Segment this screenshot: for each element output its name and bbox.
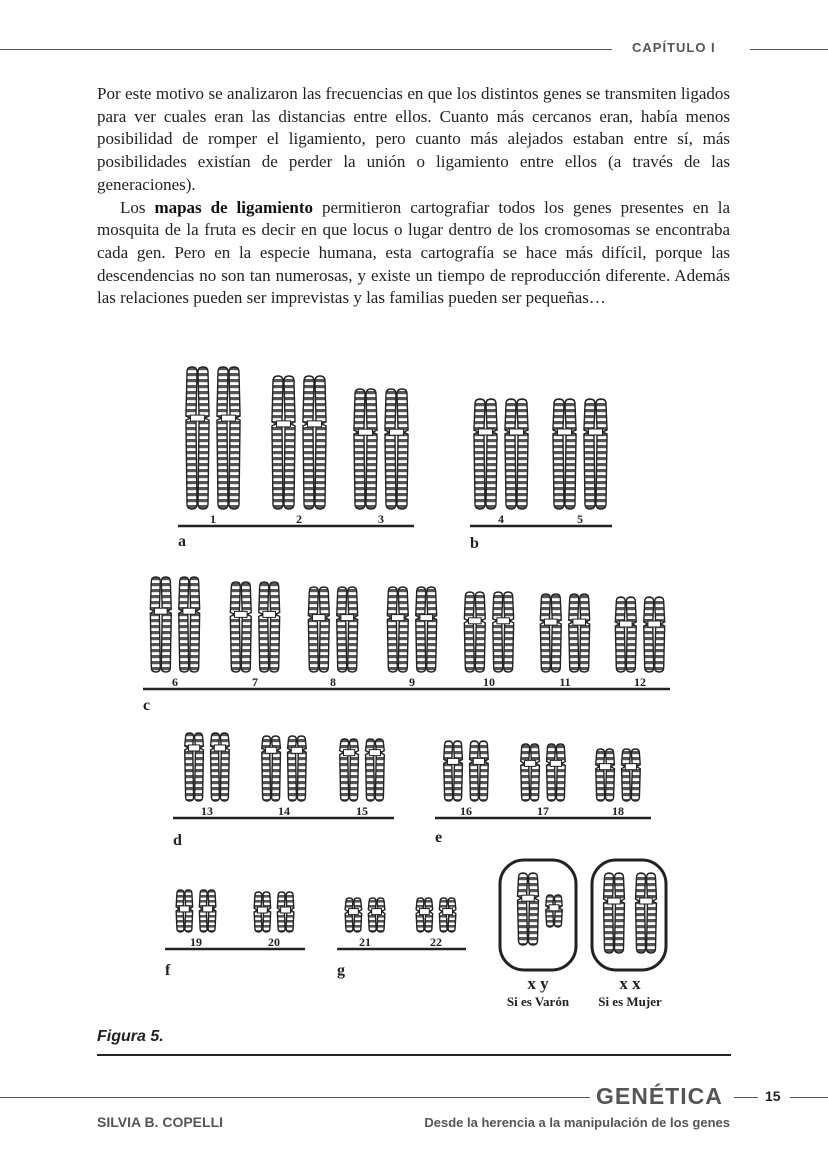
chromosome-20-b (277, 892, 293, 932)
chromosome-16-a (444, 741, 463, 801)
chromosome-group-e (435, 741, 651, 846)
pair-number-5: 5 (577, 512, 583, 526)
pair-number-3: 3 (378, 512, 384, 526)
chromosome-21-a (345, 898, 361, 932)
chromosome-7-a (230, 582, 251, 672)
chromosome-12-a (615, 597, 636, 672)
chromosome-pair-5 (553, 399, 607, 526)
chromosome-14-a (262, 736, 281, 801)
footer-rule-mid (734, 1097, 758, 1098)
pair-number-2: 2 (296, 512, 302, 526)
chromosome-pair-9 (387, 587, 436, 689)
chromosome-7-b (259, 582, 280, 672)
chromosome-3-b (385, 389, 408, 509)
chromosome-13-b (211, 733, 230, 801)
chromosome-pair-7 (230, 582, 279, 689)
female-caption: Si es Mujer (598, 994, 662, 1009)
chromosome-9-a (387, 587, 408, 672)
paragraph-2-rest: permitieron cartografiar todos los genes presentes en la mosquita de la fruta es decir en que locus o lugar dentro de los cromosomas se encontraba cada gen. Pero en la especie humana, esta cartografía se hace más difícil, porque las descendencias no son tan numerosas, y existe un tiempo de reproducción diferente. Además las relaciones pueden ser imprevistas y las familias pueden ser pequeñas… (97, 197, 731, 308)
chromosome-12-b (644, 597, 665, 672)
male-label: x y (527, 974, 549, 993)
chromosome-pair-18 (596, 749, 640, 818)
chromosome-group-f (165, 890, 305, 979)
chromosome-pair-12 (615, 597, 664, 689)
group-letter-c: c (143, 697, 151, 714)
pair-number-6: 6 (172, 675, 178, 689)
chromosome-22-b (439, 898, 455, 932)
paragraph-2-start: Los (120, 197, 155, 217)
karyotype-figure (0, 355, 828, 1020)
chromosome-14-b (288, 736, 307, 801)
group-letter-b: b (470, 535, 479, 552)
chromosome-17-a (521, 744, 540, 801)
chromosome-15-a (340, 739, 359, 801)
chromosome-19-a (176, 890, 192, 932)
chromosome-pair-21 (345, 898, 385, 949)
pair-number-19: 19 (190, 935, 202, 949)
page-number: 15 (765, 1088, 781, 1104)
chromosome-pair-8 (308, 587, 357, 689)
chromosome-6-a (150, 577, 171, 672)
pair-number-14: 14 (278, 804, 290, 818)
chromosome-pair-17 (521, 744, 565, 818)
chromosome-group-g (337, 898, 466, 979)
chromosome-13-a (185, 733, 204, 801)
footer-subtitle: Desde la herencia a la manipulación de los genes (424, 1115, 730, 1130)
chromosome-18-a (596, 749, 615, 801)
chromosome-pair-20 (254, 892, 294, 949)
chromosome-21-b (368, 898, 384, 932)
chromosome-y (546, 895, 562, 927)
chromosome-11-a (540, 594, 561, 672)
footer-book-title: GENÉTICA (596, 1083, 723, 1109)
pair-number-22: 22 (430, 935, 442, 949)
footer-rule-left (0, 1097, 590, 1098)
chromosome-pair-16 (444, 741, 488, 818)
chromosome-2-b (303, 376, 326, 509)
chromosome-pair-2 (272, 376, 326, 526)
chromosome-pair-13 (185, 733, 229, 818)
chromosome-pair-15 (340, 739, 384, 818)
chromosome-15-b (366, 739, 385, 801)
paragraph-1: Por este motivo se analizaron las frecuencias en que los distintos genes se transmiten ligados para ver cuales eran las distancias entre ellos. Cuanto más cercanos eran, había menos posibilidad de romper el ligamiento, pero cuanto más alejados estaban entre sí, más posibilidades existían de perder la unión o ligamiento entre ellos (a través de las generaciones). (97, 84, 730, 194)
chromosome-x-female-b (636, 873, 657, 953)
chromosome-19-b (199, 890, 215, 932)
chromosome-10-b (493, 592, 514, 672)
pair-number-17: 17 (537, 804, 549, 818)
pair-number-20: 20 (268, 935, 280, 949)
chromosome-2-a (272, 376, 295, 509)
footer-rule-right (790, 1097, 828, 1098)
chromosome-group-a (178, 367, 414, 550)
chromosome-9-b (416, 587, 437, 672)
sex-chromosomes-female (592, 860, 666, 1009)
chromosome-group-d (173, 733, 394, 849)
chromosome-4-a (474, 399, 497, 509)
chromosome-3-a (354, 389, 377, 509)
pair-number-16: 16 (460, 804, 472, 818)
chromosome-18-b (622, 749, 641, 801)
figure-caption: Figura 5. (97, 1028, 164, 1045)
male-caption: Si es Varón (506, 994, 570, 1009)
term-linkage-maps: mapas de ligamiento (154, 197, 314, 217)
chromosome-20-a (254, 892, 270, 932)
header-rule-left (0, 49, 612, 50)
female-chromosome-pair (604, 873, 657, 953)
chromosome-pair-22 (416, 898, 456, 949)
group-letter-g: g (337, 962, 345, 979)
chromosome-x-female-a (604, 873, 625, 953)
chromosome-17-b (547, 744, 566, 801)
pair-number-13: 13 (201, 804, 213, 818)
group-letter-e: e (435, 829, 443, 846)
pair-number-11: 11 (559, 675, 571, 689)
pair-number-18: 18 (612, 804, 624, 818)
female-label: x x (619, 974, 641, 993)
chromosome-10-a (464, 592, 485, 672)
chapter-title: CAPÍTULO I (632, 40, 716, 55)
chromosome-6-b (179, 577, 200, 672)
chromosome-5-a (553, 399, 576, 509)
group-letter-a: a (178, 533, 186, 550)
pair-number-9: 9 (409, 675, 415, 689)
group-letter-d: d (173, 832, 182, 849)
chromosome-1-a (186, 367, 209, 509)
chromosome-group-c (143, 577, 670, 714)
chromosome-8-b (337, 587, 358, 672)
chromosome-pair-10 (464, 592, 513, 689)
pair-number-1: 1 (210, 512, 216, 526)
chromosome-5-b (584, 399, 607, 509)
chromosome-pair-19 (176, 890, 216, 949)
chromosome-x-male (518, 873, 539, 945)
header-rule-right (750, 49, 828, 50)
group-letter-f: f (165, 962, 171, 979)
chromosome-pair-6 (150, 577, 199, 689)
chromosome-22-a (416, 898, 432, 932)
pair-number-4: 4 (498, 512, 504, 526)
chromosome-1-b (217, 367, 240, 509)
pair-number-8: 8 (330, 675, 336, 689)
chromosome-group-b (470, 399, 612, 552)
paragraph-2 (97, 197, 730, 311)
chromosome-pair-3 (354, 389, 408, 526)
pair-number-15: 15 (356, 804, 368, 818)
pair-number-21: 21 (359, 935, 371, 949)
sex-chromosomes-male (500, 860, 576, 1009)
pair-number-7: 7 (252, 675, 258, 689)
body-text (97, 83, 730, 310)
male-chromosome-pair (518, 873, 563, 945)
chromosome-pair-11 (540, 594, 589, 689)
chromosome-11-b (569, 594, 590, 672)
chromosome-pair-1 (186, 367, 240, 526)
chromosome-8-a (308, 587, 329, 672)
pair-number-10: 10 (483, 675, 495, 689)
chromosome-4-b (505, 399, 528, 509)
chromosome-16-b (470, 741, 489, 801)
caption-rule (97, 1054, 731, 1056)
pair-number-12: 12 (634, 675, 646, 689)
footer-author: SILVIA B. COPELLI (97, 1114, 224, 1130)
chromosome-pair-4 (474, 399, 528, 526)
chromosome-pair-14 (262, 736, 306, 818)
